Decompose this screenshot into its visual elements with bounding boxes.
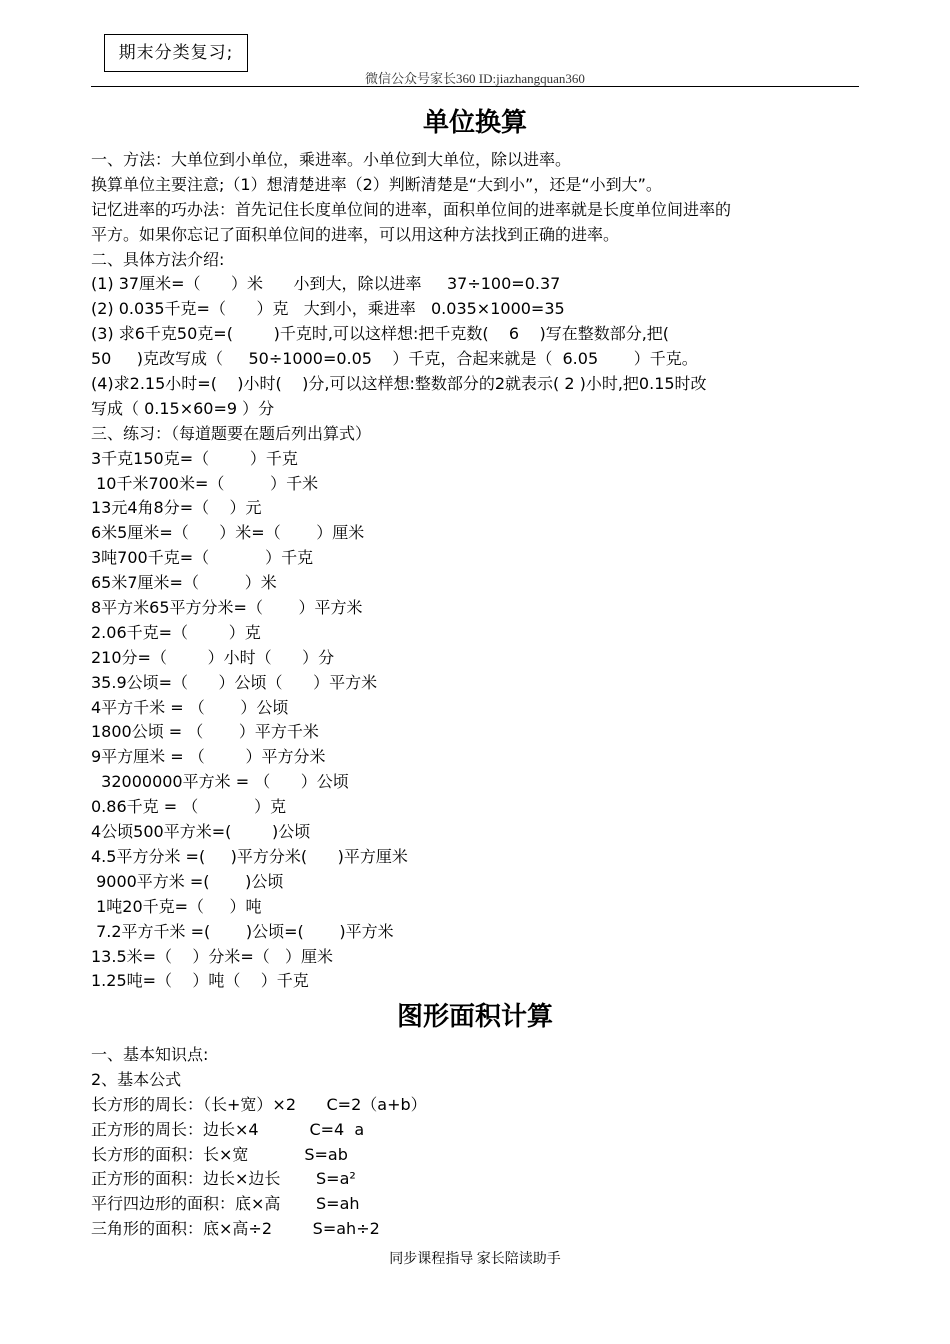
text-line: 正方形的面积：边长×边长 S=a² <box>91 1169 356 1189</box>
text-line: (4)求2.15小时=( )小时( )分,可以这样想:整数部分的2就表示( 2 )小时,把0.15时改 <box>91 374 707 394</box>
text-line: 0.86千克 = （ ）克 <box>91 797 287 817</box>
text-line: (3) 求6千克50克=( )千克时,可以这样想:把千克数( 6 )写在整数部分,把( <box>91 324 670 344</box>
text-line: 13元4角8分=（ ）元 <box>91 498 262 518</box>
text-line: 1.25吨=（ ）吨（ ）千克 <box>91 971 309 991</box>
text-line: 2、基本公式 <box>91 1069 182 1089</box>
text-line: 3千克150克=（ ）千克 <box>91 448 298 468</box>
text-line: 二、具体方法介绍: <box>91 249 225 269</box>
text-line: (2) 0.035千克=（ ）克 大到小，乘进率 0.035×1000=35 <box>91 299 565 319</box>
text-line: 1800公顷 = （ ）平方千米 <box>91 722 319 742</box>
section-title-area-calculation: 图形面积计算 <box>396 1002 553 1032</box>
text-line: 一、基本知识点: <box>91 1045 209 1064</box>
text-line: 正方形的周长：边长×4 C=4 a <box>91 1119 365 1139</box>
text-line: 2.06千克=（ ）克 <box>91 622 261 642</box>
text-line: (1) 37厘米=（ ）米 小到大，除以进率 37÷100=0.37 <box>91 274 561 294</box>
text-line: 三角形的面积：底×高÷2 S=ah÷2 <box>91 1219 380 1239</box>
page-title: 单位换算 <box>422 108 527 138</box>
text-line: 1吨20千克=（ ）吨 <box>91 896 262 916</box>
text-line: 50 )克改写成（ 50÷1000=0.05 ）千克，合起来就是（ 6.05 ）千克。 <box>91 349 698 369</box>
text-line: 3吨700千克=（ ）千克 <box>91 548 314 568</box>
area-formulas-content <box>91 1043 863 1242</box>
unit-conversion-content <box>91 148 863 994</box>
text-line: 记忆进率的巧办法：首先记住长度单位间的进率，面积单位间的进率就是长度单位间进率的 <box>91 199 732 219</box>
text-line: 长方形的面积：长×宽 S=ab <box>91 1144 348 1164</box>
text-line: 三、练习：（每道题要在题后列出算式） <box>91 423 372 443</box>
text-line: 换算单位主要注意;（1）想清楚进率（2）判断清楚是“大到小”，还是“小到大”。 <box>91 174 662 194</box>
text-line: 35.9公顷=（ ）公顷（ ）平方米 <box>91 672 378 692</box>
text-line: 长方形的周长：（长+宽）×2 C=2（a+b） <box>91 1094 427 1114</box>
header-divider <box>91 86 859 87</box>
text-line: 4.5平方分米 =( )平方分米( )平方厘米 <box>91 846 408 866</box>
text-line: 平方。如果你忘记了面积单位间的进率，可以用这种方法找到正确的进率。 <box>91 224 620 244</box>
header-note: 微信公众号家长360 ID:jiazhangquan360 <box>365 71 585 86</box>
text-line: 写成（ 0.15×60=9 ）分 <box>91 398 275 418</box>
text-line: 6米5厘米=（ ）米=（ ）厘米 <box>91 523 365 543</box>
text-line: 4公顷500平方米=( )公顷 <box>91 822 311 842</box>
text-line: 4平方千米 = （ ）公顷 <box>91 697 289 717</box>
text-line: 10千米700米=（ ）千米 <box>91 473 319 493</box>
text-line: 32000000平方米 = （ ）公顷 <box>91 772 349 792</box>
text-line: 平行四边形的面积：底×高 S=ah <box>91 1194 360 1214</box>
text-line: 9平方厘米 = （ ）平方分米 <box>91 747 326 767</box>
section-tag-box: 期末分类复习; <box>104 34 248 72</box>
text-line: 65米7厘米=（ ）米 <box>91 573 277 593</box>
text-line: 一、方法：大单位到小单位，乘进率。小单位到大单位，除以进率。 <box>91 150 572 169</box>
page-footer: 同步课程指导 家长陪读助手 <box>389 1252 561 1267</box>
text-line: 13.5米=（ ）分米=（ ）厘米 <box>91 946 334 966</box>
text-line: 9000平方米 =( )公顷 <box>91 871 284 891</box>
text-line: 210分=（ ）小时（ ）分 <box>91 647 335 667</box>
text-line: 7.2平方千米 =( )公顷=( )平方米 <box>91 921 394 941</box>
text-line: 8平方米65平方分米=（ ）平方米 <box>91 598 363 618</box>
